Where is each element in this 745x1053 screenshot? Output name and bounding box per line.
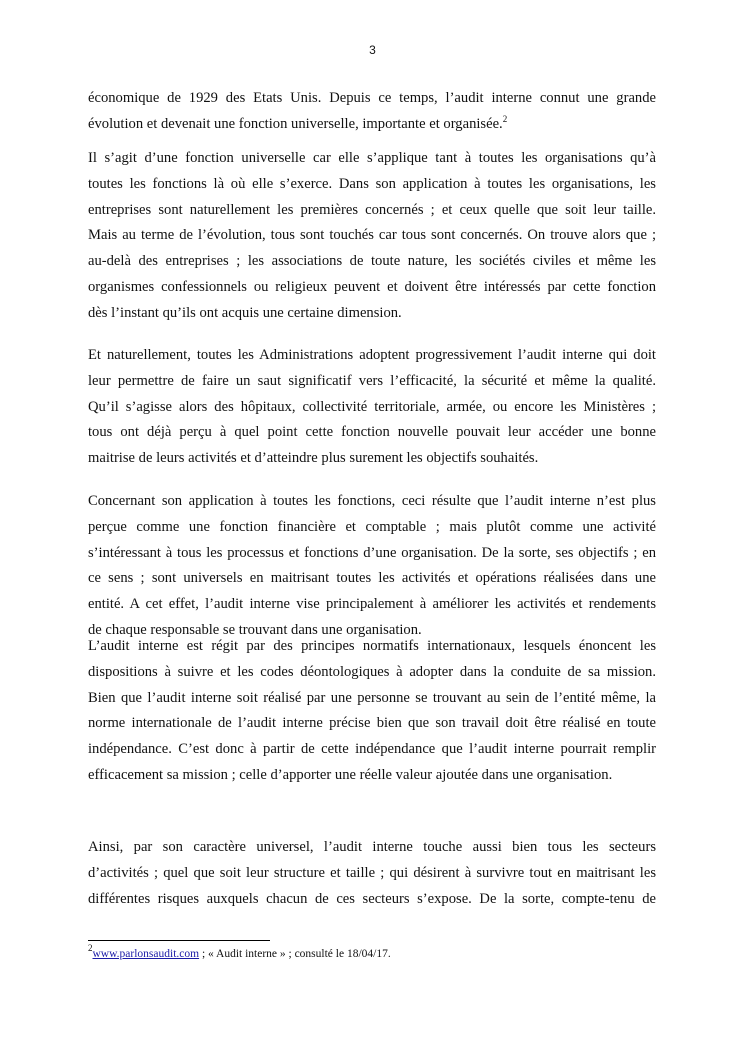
footnote-number: 2: [88, 943, 93, 953]
footnote-link[interactable]: www.parlonsaudit.com: [92, 948, 200, 960]
paragraph: [88, 489, 656, 644]
footnote: [88, 943, 391, 960]
line-text: maitrise de leurs activités et d’atteindre plus surement les objectifs souhaités.: [88, 450, 539, 467]
line-text: différentes risques auxquels chacun de ces secteurs s’expose. De la sorte, compte-tenu de: [88, 890, 656, 907]
page-number: 3: [369, 43, 376, 57]
line-text: L’audit interne est régit par des principes normatifs internationaux, lesquels énoncent les: [88, 638, 656, 654]
line-text: Ainsi, par son caractère universel, l’audit interne touche aussi bien tous les secteurs: [88, 839, 656, 855]
text-line: [88, 275, 656, 301]
text-line: [88, 369, 656, 395]
line-text: norme internationale de l’audit interne précise bien que son travail doit être réalisé en toute: [88, 715, 656, 732]
text-line: [88, 489, 656, 515]
text-line: [88, 737, 656, 763]
text-line: [88, 711, 656, 737]
text-line: [88, 634, 656, 660]
line-text: Et naturellement, toutes les Administrations adoptent progressivement l’audit interne qui doit: [88, 347, 656, 363]
text-line: [88, 541, 656, 567]
footnote-reference[interactable]: 2: [502, 113, 508, 124]
line-text: Il s’agit d’une fonction universelle car elle s’applique tant à toutes les organisations qu’à: [88, 150, 656, 166]
text-line: [88, 146, 656, 172]
line-text: s’intéressant à tous les processus et fonctions d’une organisation. De la sorte, ses objectifs ; en: [88, 544, 656, 561]
footnote-text: ; « Audit interne » ; consulté le 18/04/17.: [199, 948, 391, 960]
line-text: entité. A cet effet, l’audit interne vise principalement à améliorer les activités et rendements: [88, 596, 656, 613]
line-text: Mais au terme de l’évolution, tous sont touchés car tous sont concernés. On trouve alors que ;: [88, 227, 656, 244]
line-text: organismes confessionnels ou religieux peuvent et doivent être intéressés par cette fonction: [88, 278, 656, 295]
line-text: entreprises sont naturellement les premières concernés ; et ceux quelle que soit leur taille.: [88, 201, 656, 218]
line-text: dès l’instant qu’ils ont acquis une certaine dimension.: [88, 304, 402, 321]
line-text: ce sens ; sont universels en maitrisant toutes les activités et opérations réalisées dans une: [88, 570, 656, 587]
text-line: [88, 301, 656, 327]
text-line: [88, 112, 656, 138]
line-text: tous ont déjà perçu à quel point cette fonction nouvelle pouvait leur accéder une bonne: [88, 424, 656, 441]
line-text: d’activités ; quel que soit leur structure et taille ; qui désirent à survivre tout en maitrisant les: [88, 864, 656, 881]
line-text: efficacement sa mission ; celle d’apporter une réelle valeur ajoutée dans une organisation.: [88, 766, 613, 783]
line-text: dispositions à suivre et les codes déontologiques à adopter dans la conduite de sa mission.: [88, 663, 656, 680]
paragraph: [88, 86, 656, 138]
paragraph: [88, 343, 656, 472]
text-line: [88, 566, 656, 592]
line-text: leur permettre de faire un saut significatif vers l’efficacité, la sécurité et même la qualité.: [88, 372, 656, 389]
paragraph: [88, 634, 656, 789]
footnote-separator: [88, 940, 270, 941]
text-line: [88, 249, 656, 275]
text-line: [88, 763, 656, 789]
text-line: [88, 515, 656, 541]
line-text: Bien que l’audit interne soit réalisé par une personne se trouvant au sein de l’entité même, la: [88, 689, 656, 706]
paragraph: [88, 146, 656, 327]
line-text: évolution et devenait une fonction universelle, importante et organisée.: [88, 115, 503, 132]
text-line: [88, 887, 656, 913]
paragraph: [88, 835, 656, 912]
text-line: [88, 343, 656, 369]
text-line: [88, 172, 656, 198]
text-line: [88, 592, 656, 618]
text-line: [88, 223, 656, 249]
text-line: [88, 198, 656, 224]
line-text: perçue comme une fonction financière et comptable ; mais plutôt comme une activité: [88, 518, 656, 535]
text-line: [88, 420, 656, 446]
line-text: Concernant son application à toutes les fonctions, ceci résulte que l’audit interne n’est plus: [88, 493, 656, 509]
text-line: [88, 686, 656, 712]
line-text: indépendance. C’est donc à partir de cette indépendance que l’audit interne pourrait remplir: [88, 741, 656, 758]
text-line: [88, 861, 656, 887]
text-line: [88, 86, 656, 112]
text-line: [88, 395, 656, 421]
line-text: toutes les fonctions là où elle s’exerce. Dans son application à toutes les organisations, les: [88, 175, 656, 192]
text-line: [88, 835, 656, 861]
text-line: [88, 446, 656, 472]
line-text: de chaque responsable se trouvant dans une organisation.: [88, 621, 422, 638]
text-line: [88, 660, 656, 686]
line-text: économique de 1929 des Etats Unis. Depuis ce temps, l’audit interne connut une grande: [88, 90, 656, 106]
line-text: au-delà des entreprises ; les associations de toute nature, les sociétés civiles et même les: [88, 253, 656, 270]
line-text: Qu’il s’agisse alors des hôpitaux, collectivité territoriale, armée, ou encore les Ministères ;: [88, 398, 656, 415]
